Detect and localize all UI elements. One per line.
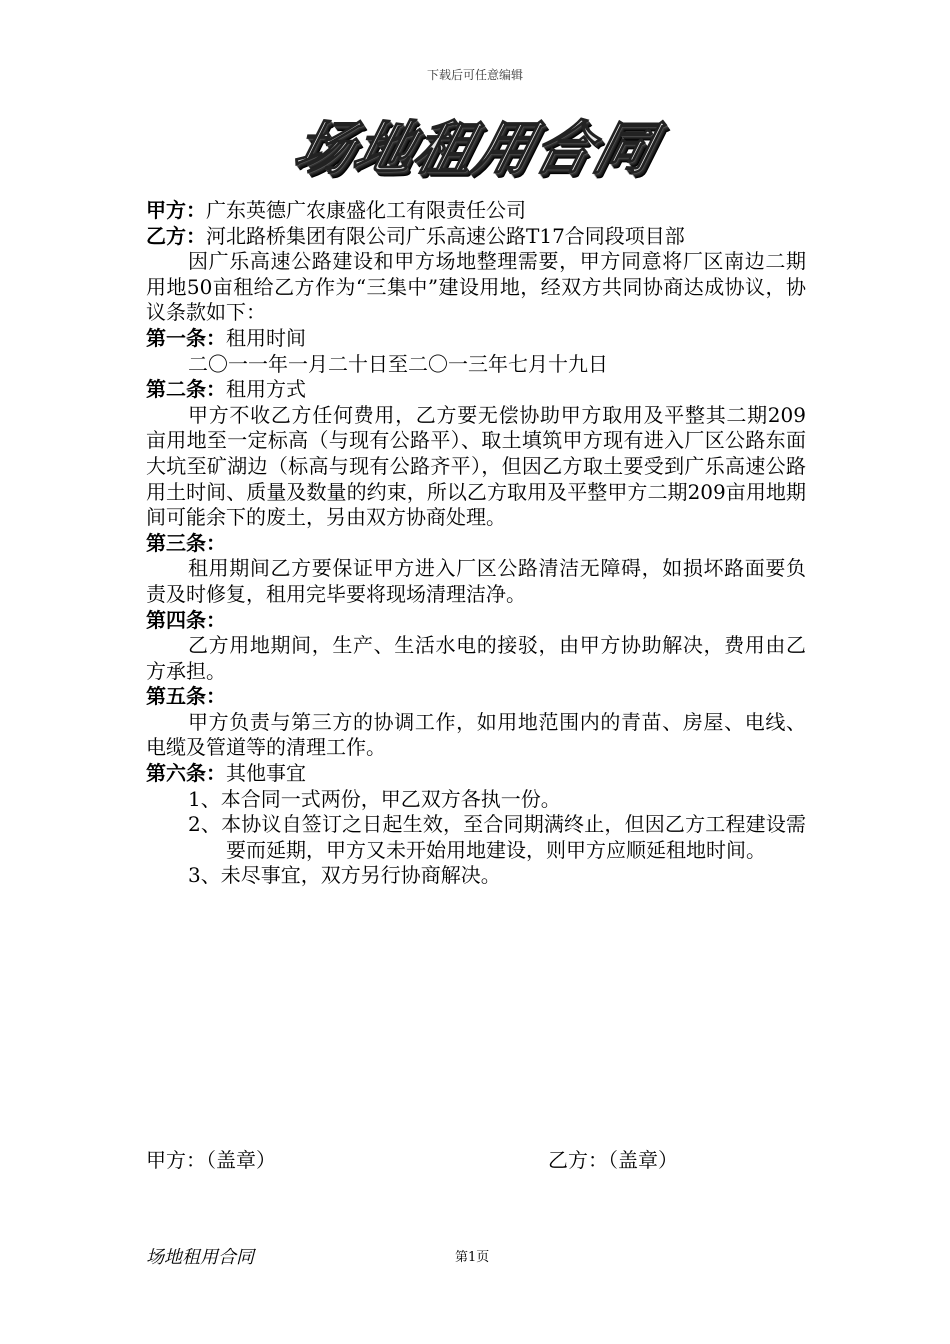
article3-body: 租用期间乙方要保证甲方进入厂区公路清洁无障碍，如损坏路面要负责及时修复，租用完毕要将现场清理洁净。 [146,556,806,606]
article2-heading [146,377,806,403]
party-a-value: 广东英德广农康盛化工有限责任公司 [206,198,526,222]
contract-body [146,198,806,889]
party-b-label: 乙方： [146,223,206,248]
party-b-signature: 乙方：（盖章） [548,1148,678,1172]
article6-heading [146,761,806,787]
article3-label: 第三条： [146,530,226,555]
article5-heading [146,684,806,710]
article6-item: 3、未尽事宜，双方另行协商解决。 [188,863,501,888]
article5-body: 甲方负责与第三方的协调工作，如用地范围内的青苗、房屋、电线、电缆及管道等的清理工作。 [146,709,806,760]
article1-body: 二〇一一年一月二十日至二〇一三年七月十九日 [188,351,608,376]
header-note: 下载后可任意编辑 [426,68,523,82]
article3-heading [146,531,806,557]
party-a-line [146,198,806,224]
party-b-line [146,224,806,250]
article4-body: 乙方用地期间，生产、生活水电的接驳，由甲方协助解决，费用由乙方承担。 [146,633,806,683]
article6-item: 1、本合同一式两份，甲乙双方各执一份。 [188,786,561,811]
document-title: 场地租用合同 [286,114,664,182]
party-a-label: 甲方： [146,198,206,222]
article1-label: 第一条： [146,325,226,350]
article5-label: 第五条： [146,684,226,709]
intro-paragraph: 因广乐高速公路建设和甲方场地整理需要，甲方同意将厂区南边二期用地50亩租给乙方作为“三集中”建设用地，经双方共同协商达成协议，协议条款如下： [146,249,806,325]
article1-heading [146,326,806,352]
party-a-signature: 甲方：（盖章） [146,1148,276,1172]
article4-heading [146,608,806,634]
article4-label: 第四条： [146,607,226,632]
party-b-value: 河北路桥集团有限公司广乐高速公路T17合同段项目部 [206,223,685,248]
article2-title: 租用方式 [226,377,306,402]
article2-label: 第二条： [146,377,226,402]
title-wordart [260,110,690,190]
article2-body: 甲方不收乙方任何费用，乙方要无偿协助甲方取用及平整其二期209亩用地至一定标高（与现有公路平）、取土填筑甲方现有进入厂区公路东面大坑至矿湖边（标高与现有公路齐平），但因乙方取土要受到广乐高速公路用土时间、质量及数量的约束，所以乙方取用及平整甲方二期209亩用地期间可能余下的废土，另由双方协商处理。 [146,402,806,530]
article1-title: 租用时间 [226,325,306,350]
footer-doc-name: 场地租用合同 [146,1247,254,1268]
article6-label: 第六条： [146,761,226,786]
article6-item: 2、本协议自签订之日起生效，至合同期满终止，但因乙方工程建设需要而延期，甲方又未开始用地建设，则甲方应顺延租地时间。 [188,812,806,862]
article6-title: 其他事宜 [226,761,306,786]
footer-page-number: 第1页 [455,1250,490,1265]
